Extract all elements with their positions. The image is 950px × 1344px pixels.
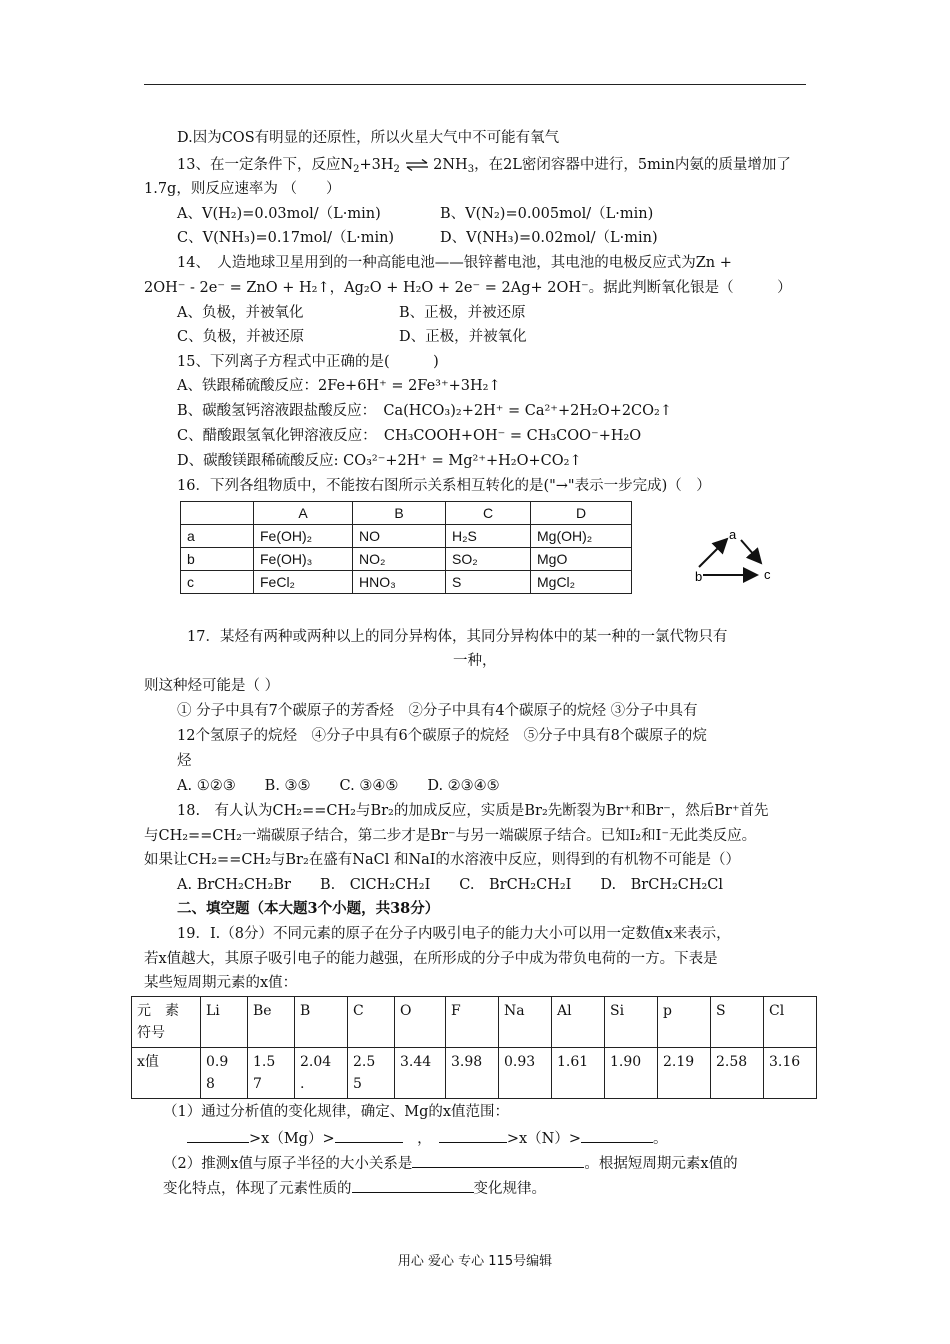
q19-part1-blanks: >x（Mg）> ， >x（N）> 。 [187, 1128, 668, 1148]
table-cell: Na [499, 997, 552, 1048]
q14-option-c: C、负极，并被还原 [177, 329, 305, 345]
table-cell: 2.58 [711, 1048, 764, 1099]
table-cell: Fe(OH)₂ [254, 525, 353, 548]
answer-blank[interactable] [412, 1153, 584, 1168]
q14-option-b: B、正极，并被还原 [399, 305, 526, 321]
q13-stem-cont: 1.7g，则反应速率为 （ ） [144, 181, 341, 197]
answer-blank[interactable] [352, 1178, 474, 1193]
q19-part1: （1）通过分析值的变化规律，确定、Mg的x值范围： [163, 1104, 510, 1120]
table-cell: S [711, 997, 764, 1048]
table-cell: 1.90 [605, 1048, 658, 1099]
table-cell: 1.61 [552, 1048, 605, 1099]
table-cell: MgO [531, 548, 632, 571]
q14-option-d: D、正极，并被氧化 [399, 329, 527, 345]
q13-option-b: B、V(N₂)=0.005mol/（L·min) [440, 206, 654, 222]
table-cell: 1.5 7 [248, 1048, 295, 1099]
table-cell: 元 素 符号 [132, 997, 201, 1048]
table-row [181, 571, 632, 594]
q15-option-d: D、碳酸镁跟稀硫酸反应: CO₃²⁻+2H⁺ = Mg²⁺+H₂O+CO₂↑ [177, 453, 582, 469]
table-cell: MgCl₂ [531, 571, 632, 594]
table-cell: F [446, 997, 499, 1048]
q14-stem: 14、 人造地球卫星用到的一种高能电池——银锌蓄电池，其电池的电极反应式为Zn + [177, 255, 732, 271]
table-row [132, 997, 817, 1048]
table-cell: 0.93 [499, 1048, 552, 1099]
node-a-label: a [729, 527, 737, 542]
q15-option-b: B、碳酸氢钙溶液跟盐酸反应： Ca(HCO₃)₂+2H⁺ = Ca²⁺+2H₂O+2CO₂↑ [177, 403, 672, 419]
table-cell: FeCl₂ [254, 571, 353, 594]
table-header-row [181, 502, 632, 525]
q19-x-value-table [131, 996, 817, 1099]
table-cell: Mg(OH)₂ [531, 525, 632, 548]
q13-stem: 13、在一定条件下，反应$N_2+3H_2$ $2NH_3$，在2L密闭容器中进行，5min内氨的质量增加了 [177, 157, 791, 175]
table-cell: D [531, 502, 632, 525]
q15-option-a: A、铁跟稀硫酸反应：2Fe+6H⁺ = 2Fe³⁺+3H₂↑ [177, 378, 501, 394]
table-cell: O [395, 997, 446, 1048]
table-cell: c [181, 571, 254, 594]
table-cell: H₂S [446, 525, 531, 548]
table-cell: 3.98 [446, 1048, 499, 1099]
q14-stem-cont: 2OH⁻ - 2e⁻ = ZnO + H₂↑，Ag₂O + H₂O + 2e⁻ = 2Ag+ 2OH⁻。据此判断氧化银是（ ） [144, 280, 792, 296]
section-title: 二、填空题（本大题3个小题，共38分） [177, 900, 440, 917]
table-cell: x值 [132, 1048, 201, 1099]
table-cell: 2.04 . [295, 1048, 348, 1099]
q17-choice-line2: 12个氢原子的烷烃 ④分子中具有6个碳原子的烷烃 ⑤分子中具有8个碳原子的烷 [177, 728, 707, 744]
table-cell: a [181, 525, 254, 548]
q17-options: A. ①②③ B. ③⑤ C. ③④⑤ D. ②③④⑤ [177, 778, 500, 794]
table-cell: Fe(OH)₃ [254, 548, 353, 571]
q13-option-d: D、V(NH₃)=0.02mol/（L·min) [440, 230, 658, 246]
table-cell: HNO₃ [353, 571, 446, 594]
q19-stem: 19．Ⅰ.（8分）不同元素的原子在分子内吸引电子的能力大小可以用一定数值x来表示， [177, 926, 731, 942]
table-cell: 3.44 [395, 1048, 446, 1099]
table-cell: Li [201, 997, 248, 1048]
table-cell: B [353, 502, 446, 525]
table-cell: C [348, 997, 395, 1048]
q13-option-a: A、V(H₂)=0.03mol/（L·min) [177, 206, 381, 222]
table-cell: 3.16 [764, 1048, 817, 1099]
q18-stem: 18. 有人认为CH₂==CH₂与Br₂的加成反应，实质是Br₂先断裂为Br⁺和Br⁻，然后Br⁺首先 [177, 803, 769, 819]
answer-blank[interactable] [335, 1128, 403, 1143]
table-cell: S [446, 571, 531, 594]
table-row [181, 525, 632, 548]
q13-option-c: C、V(NH₃)=0.17mol/（L·min) [177, 230, 395, 246]
table-cell: Si [605, 997, 658, 1048]
table-cell: Cl [764, 997, 817, 1048]
table-cell: SO₂ [446, 548, 531, 571]
table-cell [181, 502, 254, 525]
q15-stem: 15、下列离子方程式中正确的是( ) [177, 354, 439, 370]
q18-stem-cont2: 如果让CH₂==CH₂与Br₂在盛有NaCl 和NaI的水溶液中反应，则得到的有机物不可能是（） [144, 852, 741, 868]
q16-table [180, 501, 632, 594]
q17-choice-line1: ① 分子中具有7个碳原子的芳香烃 ②分子中具有4个碳原子的烷烃 ③分子中具有 [177, 703, 698, 719]
node-c-label: c [764, 567, 771, 582]
q16-stem: 16．下列各组物质中，不能按右图所示关系相互转化的是("→"表示一步完成)（ ） [177, 478, 711, 494]
table-cell: Al [552, 997, 605, 1048]
conversion-triangle-diagram [685, 525, 785, 595]
q17-choice-line3: 烃 [177, 753, 192, 769]
q19-stem-cont: 若x值越大，其原子吸引电子的能力越强，在所形成的分子中成为带负电荷的一方。下表是 [144, 951, 718, 967]
table-cell: 2.5 5 [348, 1048, 395, 1099]
q19-part2: （2）推测x值与原子半径的大小关系是 。根据短周期元素x值的 [163, 1153, 738, 1173]
table-cell: C [446, 502, 531, 525]
arrow-b-to-a [699, 539, 727, 567]
table-cell: p [658, 997, 711, 1048]
table-cell: b [181, 548, 254, 571]
q18-stem-cont: 与CH₂==CH₂一端碳原子结合，第二步才是Br⁻与另一端碳原子结合。已知I₂和I⁻无此类反应。 [144, 828, 757, 844]
equilibrium-arrow-icon [405, 159, 429, 171]
answer-blank[interactable] [439, 1128, 507, 1143]
table-cell: 2.19 [658, 1048, 711, 1099]
answer-blank[interactable] [187, 1128, 249, 1143]
table-row [132, 1048, 817, 1099]
page-footer: 用心 爱心 专心 115号编辑 [397, 1254, 553, 1269]
q15-option-c: C、醋酸跟氢氧化钾溶液反应： CH₃COOH+OH⁻ = CH₃COO⁻+H₂O [177, 428, 642, 444]
q18-options: A. BrCH₂CH₂Br B. ClCH₂CH₂I C. BrCH₂CH₂I D. BrCH₂CH₂Cl [177, 877, 724, 893]
table-cell: NO [353, 525, 446, 548]
answer-blank[interactable] [581, 1128, 653, 1143]
arrow-a-to-c [741, 540, 761, 563]
q19-stem-cont2: 某些短周期元素的x值： [144, 975, 298, 991]
table-cell: B [295, 997, 348, 1048]
q12-option-d: D.因为COS有明显的还原性，所以火星大气中不可能有氧气 [177, 130, 560, 146]
table-row [181, 548, 632, 571]
q17-stem-cont2: 则这种烃可能是（ ） [144, 678, 280, 694]
q14-option-a: A、负极，并被氧化 [177, 305, 304, 321]
node-b-label: b [695, 569, 703, 584]
table-cell: A [254, 502, 353, 525]
q17-stem: 17．某烃有两种或两种以上的同分异构体，其同分异构体中的某一种的一氯代物只有 [187, 629, 728, 645]
q17-stem-cont: 一种， [453, 653, 497, 669]
table-cell: 0.9 8 [201, 1048, 248, 1099]
q19-part2-cont: 变化特点，体现了元素性质的 变化规律。 [163, 1178, 546, 1198]
table-cell: Be [248, 997, 295, 1048]
header-rule [144, 84, 806, 85]
table-cell: NO₂ [353, 548, 446, 571]
